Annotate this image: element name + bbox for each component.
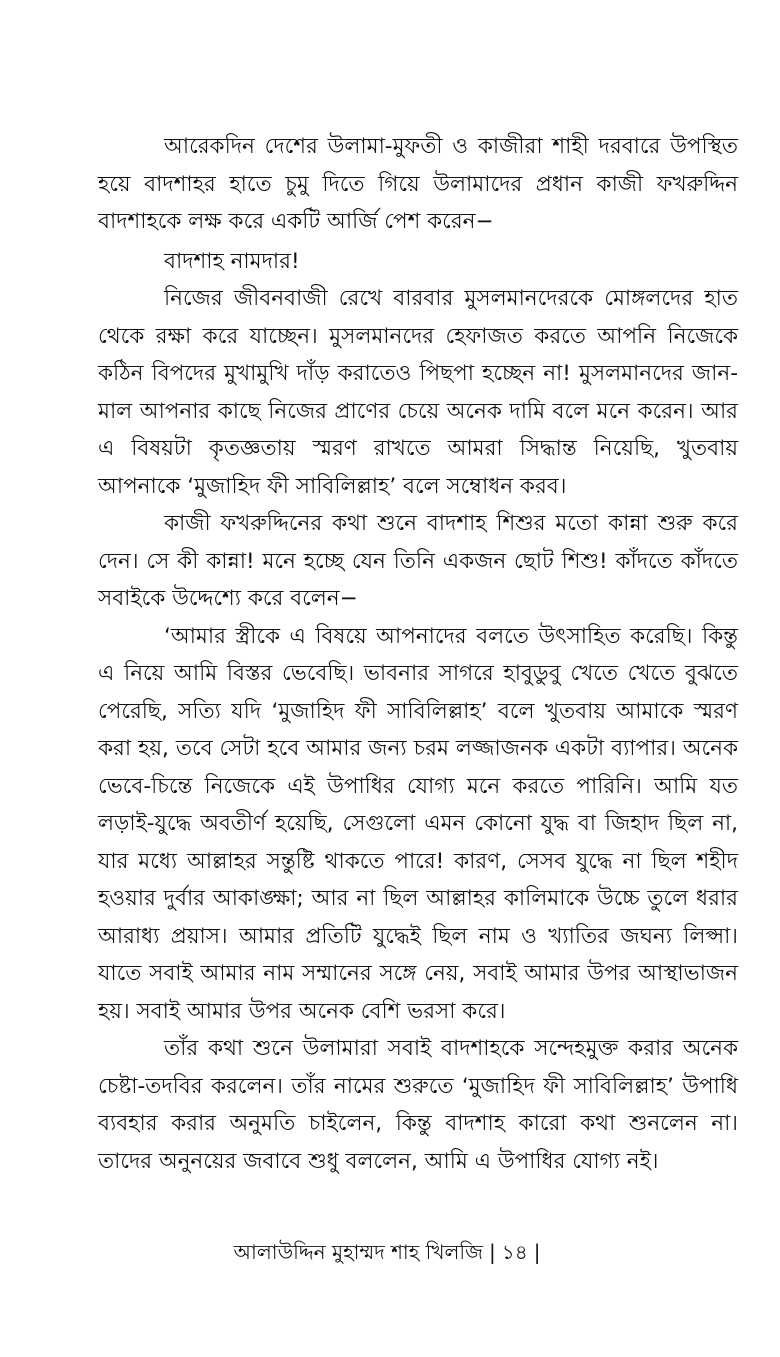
paragraph-2: বাদশাহ নামদার! (164, 248, 300, 274)
paragraph-1: আরেকদিন দেশের উলামা-মুফতী ও কাজীরা শাহী দরবারে উপস্থিত হয়ে বাদশাহর হাতে চুমু দিতে গিয়ে উলামাদের প্রধান কাজী ফখরুদ্দিন বাদশাহকে লক্ষ করে একটি আর্জি পেশ করেন− (98, 134, 738, 234)
paragraph-4: কাজী ফখরুদ্দিনের কথা শুনে বাদশাহ শিশুর মতো কান্না শুরু করে দেন। সে কী কান্না! মনে হচ্ছে যেন তিনি একজন ছোট শিশু! কাঁদতে কাঁদতে সবাইকে উদ্দেশ্যে করে বলেন− (98, 511, 738, 611)
page-footer (0, 1237, 780, 1267)
paragraph-6: তাঁর কথা শুনে উলামারা সবাই বাদশাহকে সন্দেহমুক্ত করার অনেক চেষ্টা-তদবির করলেন। তাঁর নামের শুরুতে ‘মুজাহিদ ফী সাবিলিল্লাহ’ উপাধি ব্যবহার করার অনুমতি চাইলেন, কিন্তু বাদশাহ কারো কথা শুনলেন না। তাদের অনুনয়ের জবাবে শুধু বললেন, আমি এ উপাধির যোগ্য নই। (98, 1036, 738, 1174)
body-text (98, 128, 738, 1180)
book-title: আলাউদ্দিন মুহাম্মদ শাহ খিলজি (233, 1240, 483, 1264)
paragraph-3: নিজের জীবনবাজী রেখে বারবার মুসলমানদেরকে মোঙ্গলদের হাত থেকে রক্ষা করে যাচ্ছেন। মুসলমানদের হেফাজত করতে আপনি নিজেকে কঠিন বিপদের মুখামুখি দাঁড় করাতেও পিছপা হচ্ছেন না! মুসলমানদের জান-মাল আপনার কাছে নিজের প্রাণের চেয়ে অনেক দামি বলে মনে করেন। আর এ বিষয়টা কৃতজ্ঞতায় স্মরণ রাখতে আমরা সিদ্ধান্ত নিয়েছি, খুতবায় আপনাকে ‘মুজাহিদ ফী সাবিলিল্লাহ’ বলে সম্বোধন করব। (98, 286, 738, 499)
footer-separator: | (488, 1240, 496, 1264)
page-number: ১৪ (501, 1240, 528, 1264)
paragraph-5: ‘আমার স্ত্রীকে এ বিষয়ে আপনাদের বলতে উৎসাহিত করেছি। কিন্তু এ নিয়ে আমি বিস্তর ভেবেছি। ভাবনার সাগরে হাবুডুবু খেতে খেতে বুঝতে পেরেছি, সত্যি যদি ‘মুজাহিদ ফী সাবিলিল্লাহ’ বলে খুতবায় আমাকে স্মরণ করা হয়, তবে সেটা হবে আমার জন্য চরম লজ্জাজনক একটা ব্যাপার। অনেক ভেবে-চিন্তে নিজেকে এই উপাধির যোগ্য মনে করতে পারিনি। আমি যত লড়াই-যুদ্ধে অবতীর্ণ হয়েছি, সেগুলো এমন কোনো যুদ্ধ বা জিহাদ ছিল না, যার মধ্যে আল্লাহর সন্তুষ্টি থাকতে পারে! কারণ, সেসব যুদ্ধে না ছিল শহীদ হওয়ার দুর্বার আকাঙ্ক্ষা; আর না ছিল আল্লাহর কালিমাকে উচ্চে তুলে ধরার আরাধ্য প্রয়াস। আমার প্রতিটি যুদ্ধেই ছিল নাম ও খ্যাতির জঘন্য লিপ্সা। যাতে সবাই আমার নাম সম্মানের সঙ্গে নেয়, সবাই আমার উপর আস্থাভাজন হয়। সবাই আমার উপর অনেক বেশি ভরসা করে। (98, 623, 738, 1024)
footer-separator-end: | (533, 1240, 541, 1264)
